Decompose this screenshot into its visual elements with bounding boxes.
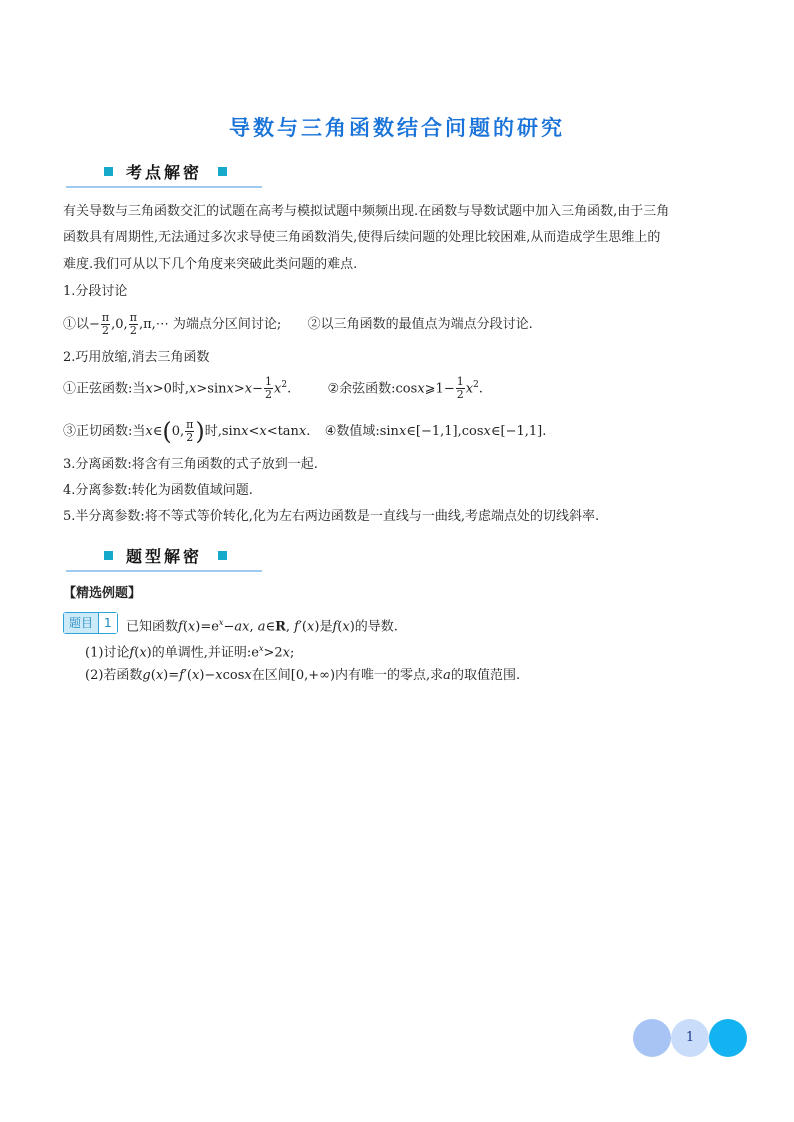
problem-stem: 已知函数$f(x)=e^x-ax$, a∈R, f′(x)是f(x)的导数. — [126, 618, 398, 635]
problem-part-1: (1)讨论f(x)的单调性,并证明$:e^x>2x$; — [85, 644, 295, 661]
page-title: 导数与三角函数结合问题的研究 — [229, 115, 565, 140]
square-bullet-icon — [218, 167, 227, 176]
point-1-heading: 1.分段讨论 — [63, 284, 128, 299]
section-header-question-types — [66, 546, 262, 572]
point-2-heading: 2.巧用放缩,消去三角函数 — [63, 350, 210, 365]
page-number: 1 — [685, 1030, 695, 1045]
square-bullet-icon — [104, 167, 113, 176]
circle-decoration — [633, 1019, 671, 1057]
intro-line: 难度.我们可从以下几个角度来突破此类问题的难点. — [63, 257, 358, 272]
point-4: 4.分离参数:转化为函数值域问题. — [63, 483, 253, 498]
point-2-tangent-range: ③正切函数:当x∈(0, $\frac{\pi}{2}$ )时,sinx<x<tanx. ④数值域:sinx∈[−1,1],cosx∈[−1,1]. — [63, 417, 547, 446]
circle-decoration — [709, 1019, 747, 1057]
section-label: 考点解密 — [126, 163, 203, 182]
problem-tag: 题目 1 — [63, 612, 118, 634]
square-bullet-icon — [104, 551, 113, 560]
examples-label: 【精选例题】 — [63, 586, 142, 601]
point-2-sine-cosine: ①正弦函数:当x>0时,x>sinx>x− $\frac{1}{2}$ $x^2$. ②余弦函数:cosx⩾1− $\frac{1}{2}$ $x^2$. — [63, 375, 483, 402]
intro-line: 函数具有周期性,无法通过多次求导使三角函数消失,使得后续问题的处理比较困难,从而造成学生思维上的 — [63, 230, 661, 245]
fraction-pi-over-2: $\frac{\pi}{2}$ — [101, 311, 110, 337]
section-label: 题型解密 — [126, 547, 203, 566]
intro-line: 有关导数与三角函数交汇的试题在高考与模拟试题中频频出现.在函数与导数试题中加入三角函数,由于三角 — [63, 204, 670, 219]
square-bullet-icon — [218, 551, 227, 560]
problem-part-2: (2)若函数g(x)=f′(x)−xcosx在区间[0,+∞)内有唯一的零点,求a的取值范围. — [85, 668, 521, 683]
fraction-pi-over-2: $\frac{\pi}{2}$ — [129, 311, 137, 337]
point-1-body: ①以− $\frac{\pi}{2}$ ,0, $\frac{\pi}{2}$ ,π,⋯ 为端点分区间讨论; ②以三角函数的最值点为端点分段讨论. — [63, 311, 533, 337]
point-5: 5.半分离参数:将不等式等价转化,化为左右两边函数是一直线与一曲线,考虑端点处的切线斜率. — [63, 509, 600, 524]
section-header-key-points — [66, 162, 262, 188]
point-3: 3.分离函数:将含有三角函数的式子放到一起. — [63, 457, 318, 472]
page-number-badge — [633, 1019, 747, 1057]
